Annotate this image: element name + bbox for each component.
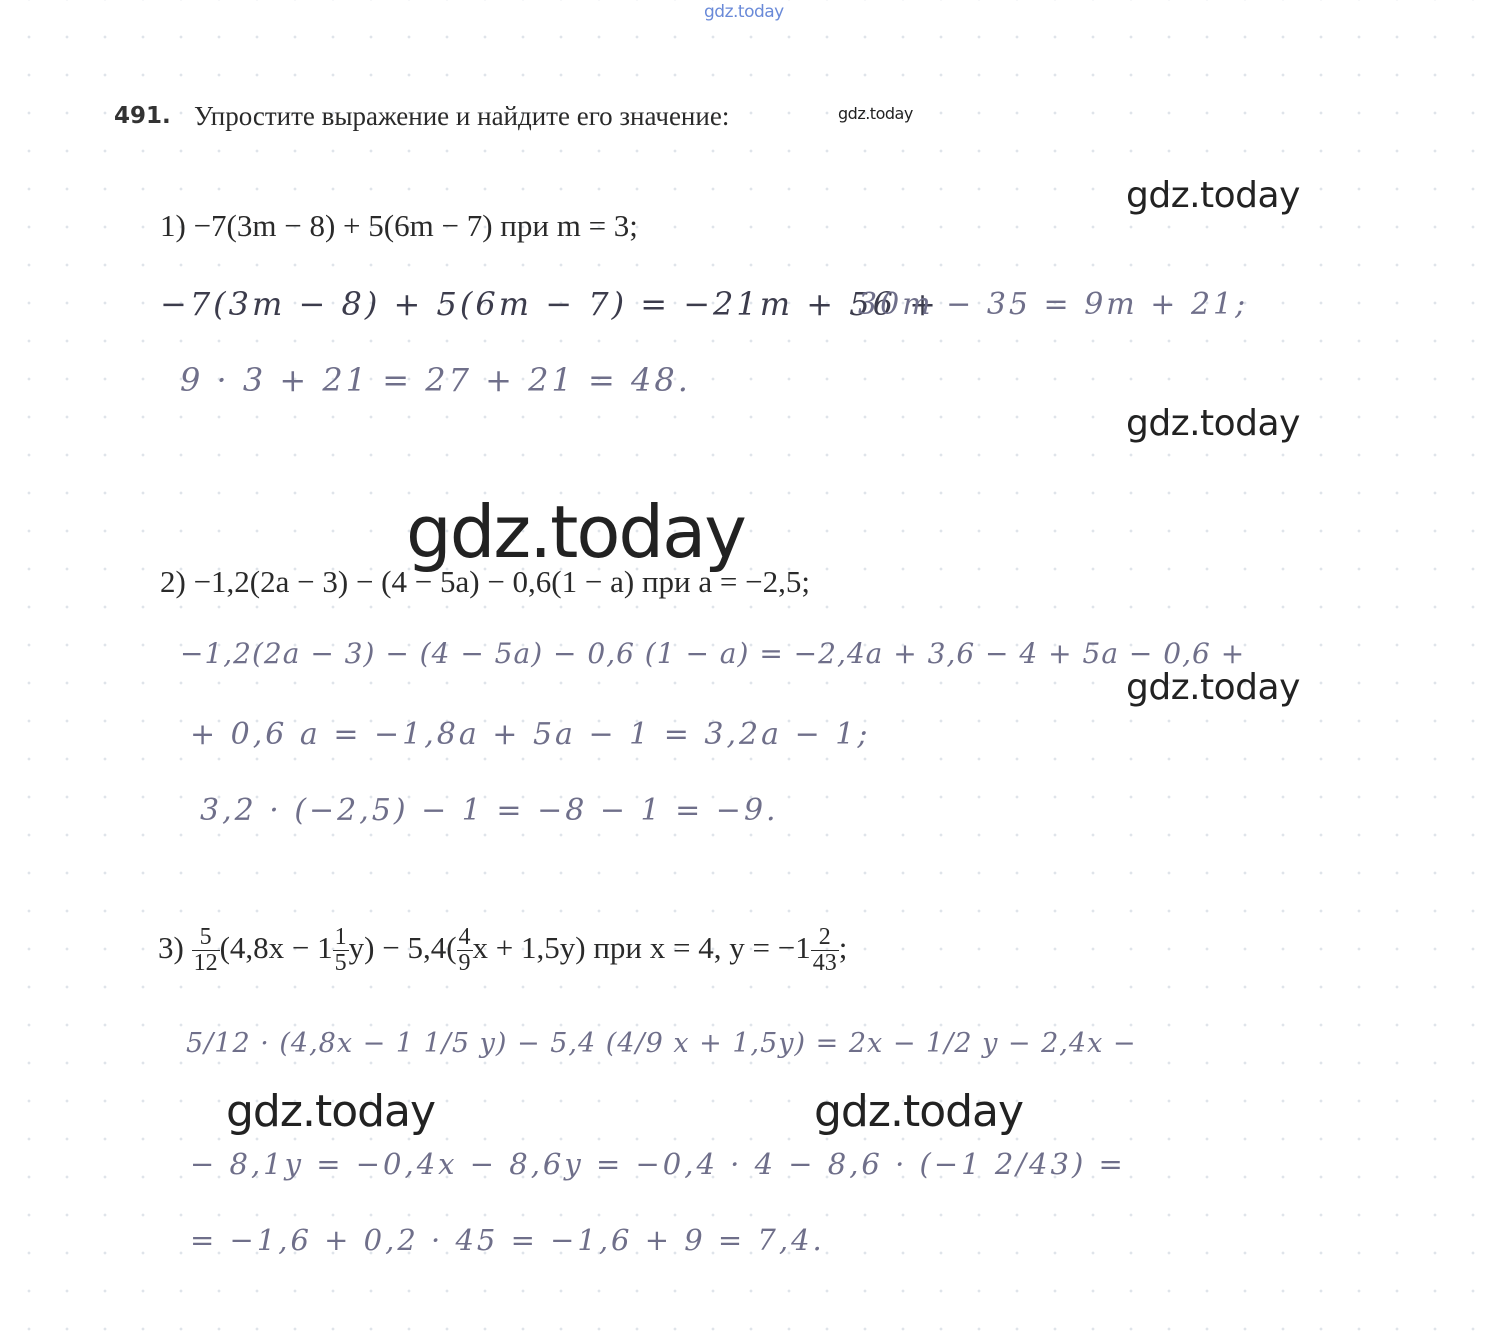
watermark-3: gdz.today (1126, 667, 1300, 708)
watermark-title: gdz.today (838, 104, 913, 123)
problem-3-statement (158, 925, 847, 976)
fraction-4-9: $\frac{4}{9}$ (458, 924, 471, 977)
problem-1-statement: 1) −7(3m − 8) + 5(6m − 7) при m = 3; (160, 208, 638, 243)
problem-3-part-3: x + 1,5y) при x = 4, y = −1 (472, 929, 811, 965)
watermark-2: gdz.today (1126, 403, 1300, 444)
watermark-bottom-left: gdz.today (226, 1086, 436, 1137)
watermark-bottom-right: gdz.today (814, 1086, 1024, 1137)
problem-3-line-1: 5/12 · (4,8x − 1 1/5 y) − 5,4 (4/9 x + 1,5y) = 2x − 1/2 y − 2,4x − (186, 1028, 1137, 1059)
problem-1-line-2: 9 · 3 + 21 = 27 + 21 = 48. (180, 361, 691, 399)
watermark-1: gdz.today (1126, 175, 1300, 216)
task-number: 491. (114, 103, 171, 129)
problem-3-part-1: (4,8x − 1 (219, 929, 333, 965)
problem-3-prefix: 3) (158, 929, 184, 965)
problem-3-line-2: − 8,1y = −0,4x − 8,6y = −0,4 · 4 − 8,6 · (−1 2/43) = (190, 1147, 1126, 1181)
problem-1-line-1a: −7(3m − 8) + 5(6m − 7) = −21m + 56 + (160, 285, 939, 323)
fraction-5-12: $\frac{5}{12}$ (193, 924, 218, 977)
problem-3-line-3: = −1,6 + 0,2 · 45 = −1,6 + 9 = 7,4. (190, 1223, 825, 1257)
problem-3-part-2: y) − 5,4( (348, 929, 457, 965)
fraction-1-5: $\frac{1}{5}$ (334, 924, 347, 977)
problem-2-line-3: 3,2 · (−2,5) − 1 = −8 − 1 = −9. (200, 793, 779, 828)
problem-2-statement: 2) −1,2(2a − 3) − (4 − 5a) − 0,6(1 − a) при a = −2,5; (160, 564, 810, 599)
problem-3-suffix: ; (838, 929, 848, 965)
problem-2-line-2: + 0,6 a = −1,8a + 5a − 1 = 3,2a − 1; (190, 717, 871, 752)
problem-1-line-1b: 30m − 35 = 9m + 21; (858, 287, 1249, 322)
fraction-2-43: $\frac{2}{43}$ (812, 924, 837, 977)
watermark-top: gdz.today (704, 2, 784, 22)
problem-2-line-1: −1,2(2a − 3) − (4 − 5a) − 0,6 (1 − a) = −2,4a + 3,6 − 4 + 5a − 0,6 + (180, 637, 1246, 670)
task-title: Упростите выражение и найдите его значение: (194, 101, 730, 131)
watermark-big: gdz.today (406, 490, 745, 574)
